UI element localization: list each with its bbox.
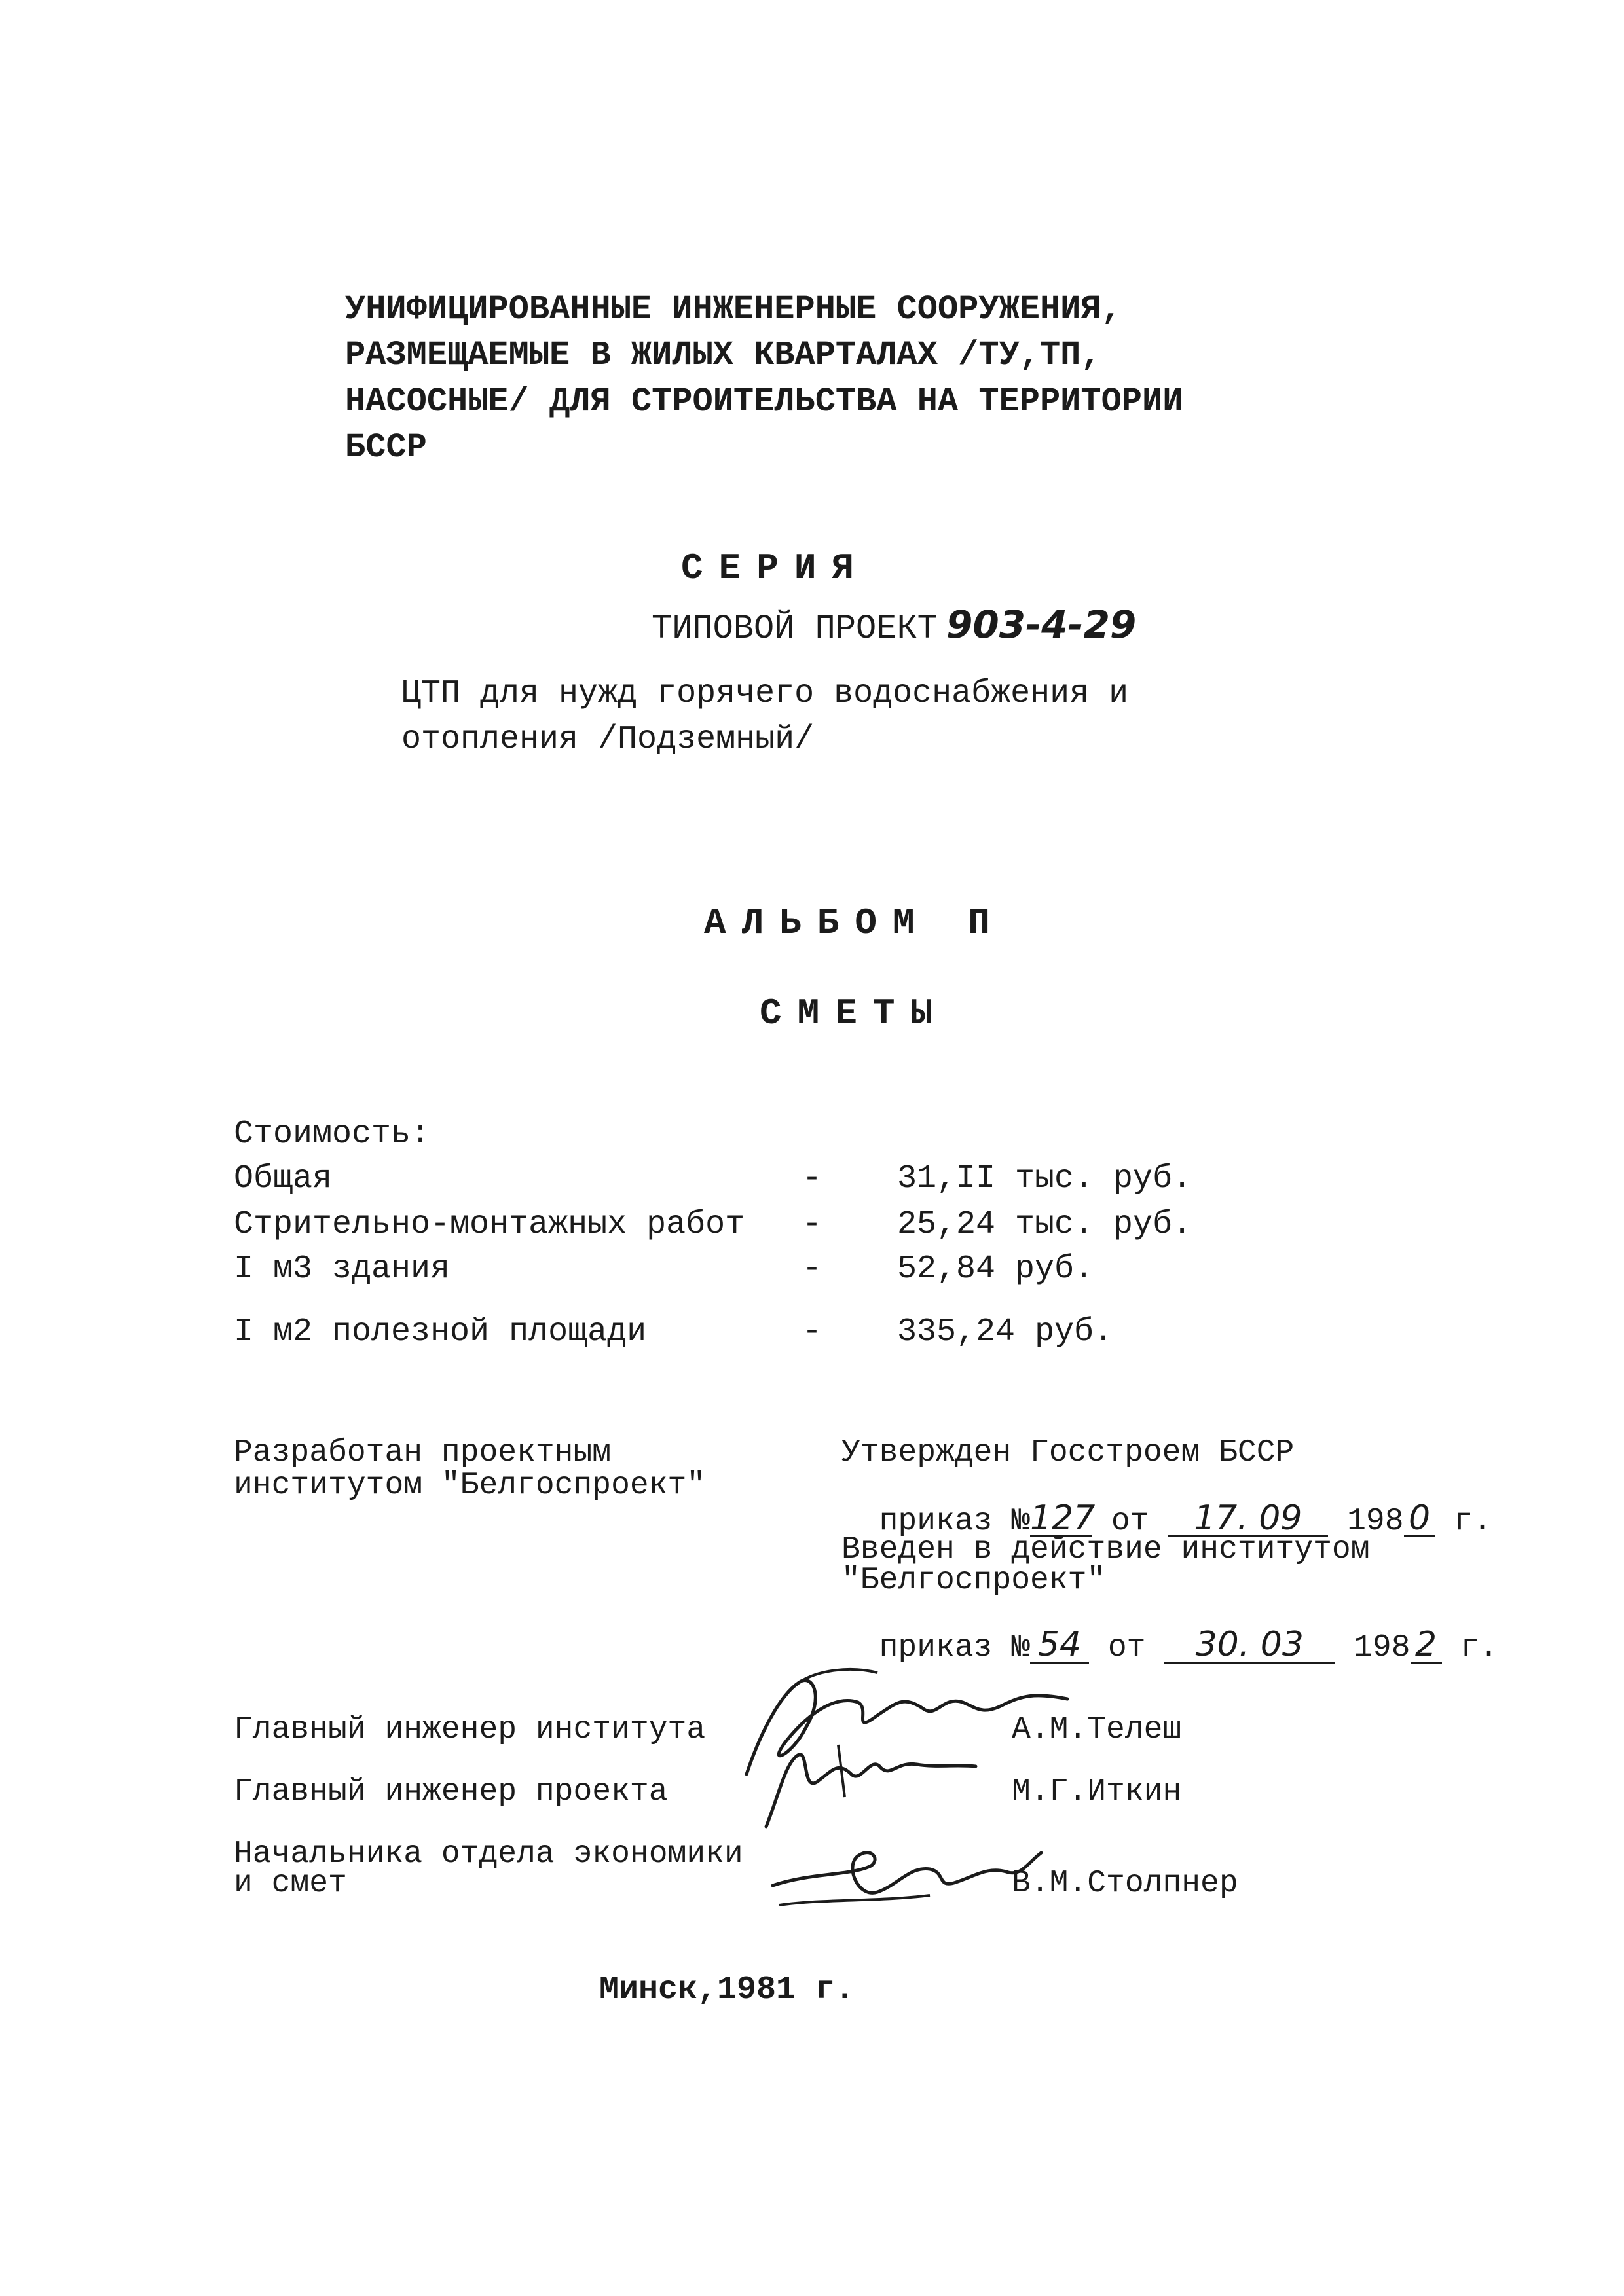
cost-row-m2-value: 335,24 руб.	[897, 1313, 1114, 1351]
cost-row-construction-label: Стрительно-монтажных работ	[234, 1206, 745, 1243]
enacted-line-1: Введен в действие институтом	[841, 1532, 1370, 1567]
signature-3-position-line-1: Начальника отдела экономики	[234, 1836, 743, 1872]
approved-from: от	[1111, 1504, 1149, 1539]
enacted-year-suffix: г.	[1460, 1630, 1498, 1666]
album-title: АЛЬБОМ П	[704, 902, 1006, 944]
footer-place-year: Минск,1981 г.	[599, 1971, 855, 2009]
signature-2-position: Главный инженер проекта	[234, 1774, 668, 1810]
developed-line-2: институтом "Белгоспроект"	[234, 1468, 706, 1503]
cost-row-construction-value: 25,24 тыс. руб.	[897, 1206, 1192, 1243]
approved-year-digit: 0	[1404, 1501, 1435, 1537]
project-number: 903-4-29	[946, 602, 1137, 647]
approved-order-line	[841, 1470, 1492, 1537]
approved-order-prefix: приказ №	[879, 1504, 1031, 1539]
header-line-1: УНИФИЦИРОВАННЫЕ ИНЖЕНЕРНЫЕ СООРУЖЕНИЯ,	[345, 290, 1122, 329]
cost-row-total-dash: -	[802, 1160, 822, 1197]
enacted-from: от	[1107, 1630, 1146, 1666]
signature-2-name: М.Г.Иткин	[1012, 1774, 1182, 1810]
cost-row-m3-dash: -	[802, 1250, 822, 1288]
description-line-2: отопления /Подземный/	[401, 721, 815, 758]
approved-year-prefix: 198	[1347, 1504, 1404, 1539]
cost-heading: Стоимость:	[234, 1116, 431, 1153]
series-label: СЕРИЯ	[681, 547, 870, 589]
enacted-line-2: "Белгоспроект"	[841, 1563, 1106, 1598]
approved-year-suffix: г.	[1454, 1504, 1492, 1539]
enacted-order-prefix: приказ №	[879, 1630, 1031, 1666]
signature-scribble-2	[740, 1735, 989, 1833]
description-line-1: ЦТП для нужд горячего водоснабжения и	[401, 675, 1129, 712]
signature-3-name: В.М.Столпнер	[1012, 1866, 1238, 1901]
project-label: ТИПОВОЙ ПРОЕКТ	[652, 610, 938, 648]
approved-date: 17. 09	[1168, 1501, 1328, 1537]
enacted-order-line	[841, 1596, 1498, 1664]
signature-1-position: Главный инженер института	[234, 1712, 706, 1747]
signature-1-name: А.М.Телеш	[1012, 1712, 1182, 1747]
album-subtitle: СМЕТЫ	[760, 993, 949, 1034]
signature-3-position-line-2: и смет	[234, 1866, 347, 1901]
cost-row-m3-label: I м3 здания	[234, 1250, 451, 1288]
enacted-order-number: 54	[1030, 1628, 1089, 1664]
cost-row-total-value: 31,II тыс. руб.	[897, 1160, 1192, 1197]
cost-row-total-label: Общая	[234, 1160, 333, 1197]
header-line-4: БССР	[345, 428, 427, 467]
enacted-year-digit: 2	[1411, 1628, 1442, 1664]
cost-row-m3-value: 52,84 руб.	[897, 1250, 1094, 1288]
cost-row-m2-label: I м2 полезной площади	[234, 1313, 647, 1351]
cost-row-construction-dash: -	[802, 1206, 822, 1243]
enacted-date: 30. 03	[1164, 1628, 1335, 1664]
enacted-year-prefix: 198	[1354, 1630, 1411, 1666]
approved-line-1: Утвержден Госстроем БССР	[841, 1435, 1295, 1470]
developed-line-1: Разработан проектным	[234, 1435, 612, 1470]
approved-order-number: 127	[1030, 1499, 1096, 1538]
signature-scribble-3	[760, 1827, 1061, 1925]
header-line-3: НАСОСНЫЕ/ ДЛЯ СТРОИТЕЛЬСТВА НА ТЕРРИТОРИИ	[345, 382, 1183, 421]
cost-row-m2-dash: -	[802, 1313, 822, 1351]
header-line-2: РАЗМЕЩАЕМЫЕ В ЖИЛЫХ КВАРТАЛАХ /ТУ,ТП,	[345, 336, 1101, 374]
